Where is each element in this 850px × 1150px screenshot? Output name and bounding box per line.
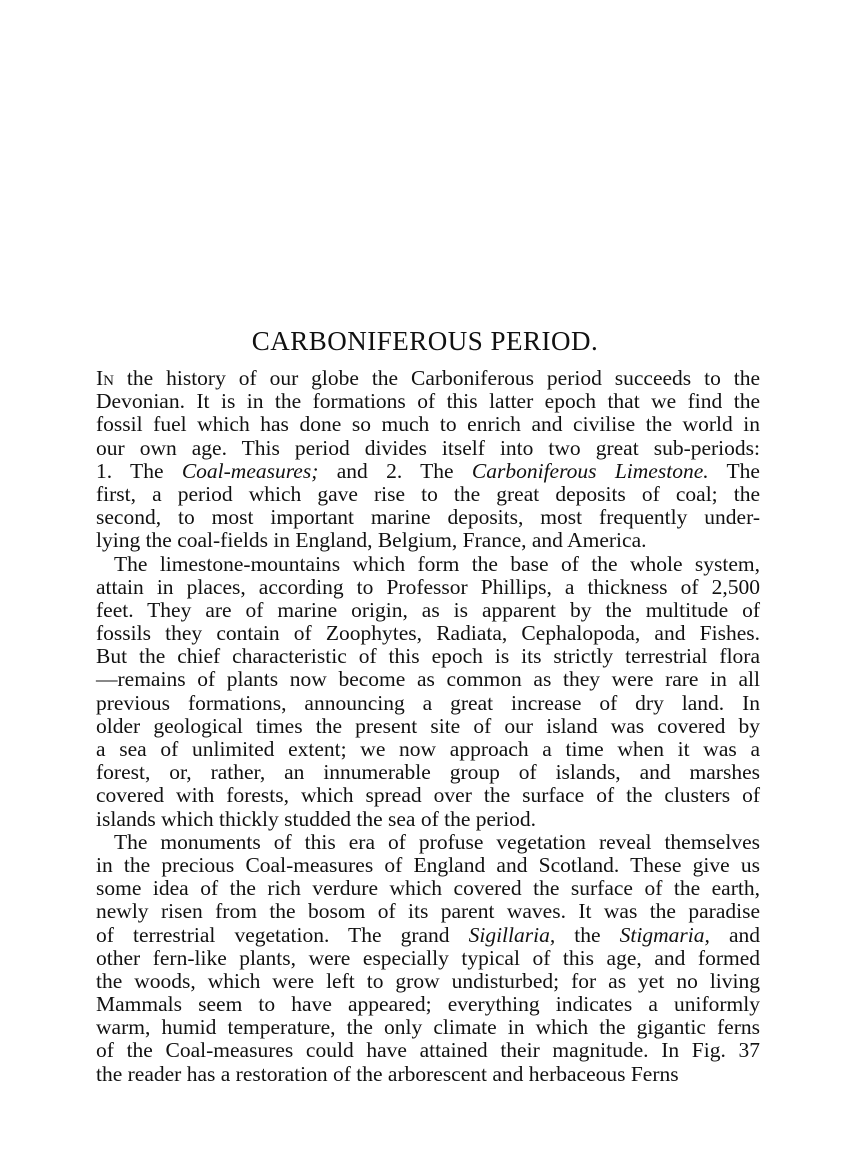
text-run: The limestone-mountains which form the base of the whole system, (114, 551, 760, 576)
text-run: and 2. The (318, 458, 472, 483)
italic-term: Coal-measures; (181, 458, 319, 483)
text-line (96, 645, 760, 668)
text-run: attain in places, according to Professor Phillips, a thickness of 2,500 (96, 574, 760, 599)
italic-term: Sigillaria, (468, 922, 556, 947)
text-line (96, 784, 760, 807)
text-line (96, 599, 760, 622)
text-run: The (708, 458, 760, 483)
text-line (96, 553, 760, 576)
text-run: islands which thickly studded the sea of the period. (96, 806, 537, 831)
text-run: newly risen from the bosom of its parent waves. It was the paradise (96, 899, 760, 924)
paragraph (96, 553, 760, 831)
text-line (96, 460, 760, 483)
text-run: first, a period which gave rise to the great deposits of coal; the (96, 481, 760, 506)
text-run: our own age. This period divides itself into two great sub-periods: (96, 435, 760, 460)
text-run: fossils they contain of Zoophytes, Radiata, Cephalopoda, and Fishes. (96, 621, 760, 646)
text-run: the woods, which were left to grow undisturbed; for as yet no living (96, 968, 760, 993)
text-run: older geological times the present site of our island was covered by (96, 713, 760, 738)
text-run: and (709, 922, 760, 947)
text-run: The monuments of this era of profuse vegetation reveal themselves (114, 829, 760, 854)
text-line (96, 437, 760, 460)
text-run: warm, humid temperature, the only climate in which the gigantic ferns (96, 1015, 760, 1040)
text-line (96, 854, 760, 877)
text-line (96, 367, 760, 390)
text-run: of terrestrial vegetation. The grand (96, 922, 469, 947)
text-line (96, 831, 760, 854)
text-line (96, 1063, 760, 1086)
text-line (96, 390, 760, 413)
text-line (96, 483, 760, 506)
text-run: in the precious Coal-measures of England and Scotland. These give us (96, 852, 760, 877)
text-run: —remains of plants now become as common as they were rare in all (96, 667, 760, 692)
text-line (96, 808, 760, 831)
text-run: previous formations, announcing a great increase of dry land. In (96, 690, 760, 715)
italic-term: Carboniferous Limestone. (471, 458, 709, 483)
text-run: a sea of unlimited extent; we now approach a time when it was a (96, 737, 760, 761)
paragraph (96, 367, 760, 553)
text-run: feet. They are of marine origin, as is apparent by the multitude of (96, 597, 760, 622)
text-run: other fern-like plants, were especially typical of this age, and formed (96, 945, 760, 970)
text-run: lying the coal-fields in England, Belgium, France, and America. (96, 528, 647, 553)
text-run: covered with forests, which spread over the surface of the clusters of (96, 783, 760, 808)
text-run: Mammals seem to have appeared; everything indicates a uniformly (96, 992, 760, 1017)
text-run: forest, or, rather, an innumerable group of islands, and marshes (96, 760, 760, 785)
text-line (96, 761, 760, 784)
chapter-title: CARBONIFEROUS PERIOD. (251, 326, 599, 356)
text-line (96, 692, 760, 715)
text-run: 1. The (96, 458, 182, 483)
text-run: the reader has a restoration of the arborescent and herbaceous Ferns (96, 1061, 679, 1086)
text-line (96, 1016, 760, 1039)
text-line (96, 413, 760, 436)
text-line (96, 924, 760, 947)
text-line (96, 715, 760, 738)
text-run: second, to most important marine deposits, most frequently under- (96, 505, 760, 530)
text-run: the history of our globe the Carboniferous period succeeds to the (114, 366, 760, 390)
body-text (96, 367, 760, 1086)
text-line (96, 970, 760, 993)
italic-term: Stigmaria, (619, 922, 710, 947)
text-line (96, 506, 760, 529)
text-line (96, 576, 760, 599)
text-line (96, 668, 760, 691)
text-line (96, 622, 760, 645)
text-run: Devonian. It is in the formations of this latter epoch that we find the (96, 389, 760, 414)
text-run: But the chief characteristic of this epoch is its strictly terrestrial flora (96, 644, 760, 669)
text-line (96, 877, 760, 900)
text-run: of the Coal-measures could have attained their magnitude. In Fig. 37 (96, 1038, 760, 1063)
text-run: some idea of the rich verdure which covered the surface of the earth, (96, 876, 760, 901)
text-line (96, 738, 760, 761)
text-line (96, 947, 760, 970)
text-run: fossil fuel which has done so much to enrich and civilise the world in (96, 412, 760, 437)
text-line (96, 900, 760, 923)
text-line (96, 529, 760, 552)
text-line (96, 1039, 760, 1062)
text-line (96, 993, 760, 1016)
text-run: the (555, 922, 620, 947)
drop-word: In (96, 366, 114, 390)
paragraph (96, 831, 760, 1086)
